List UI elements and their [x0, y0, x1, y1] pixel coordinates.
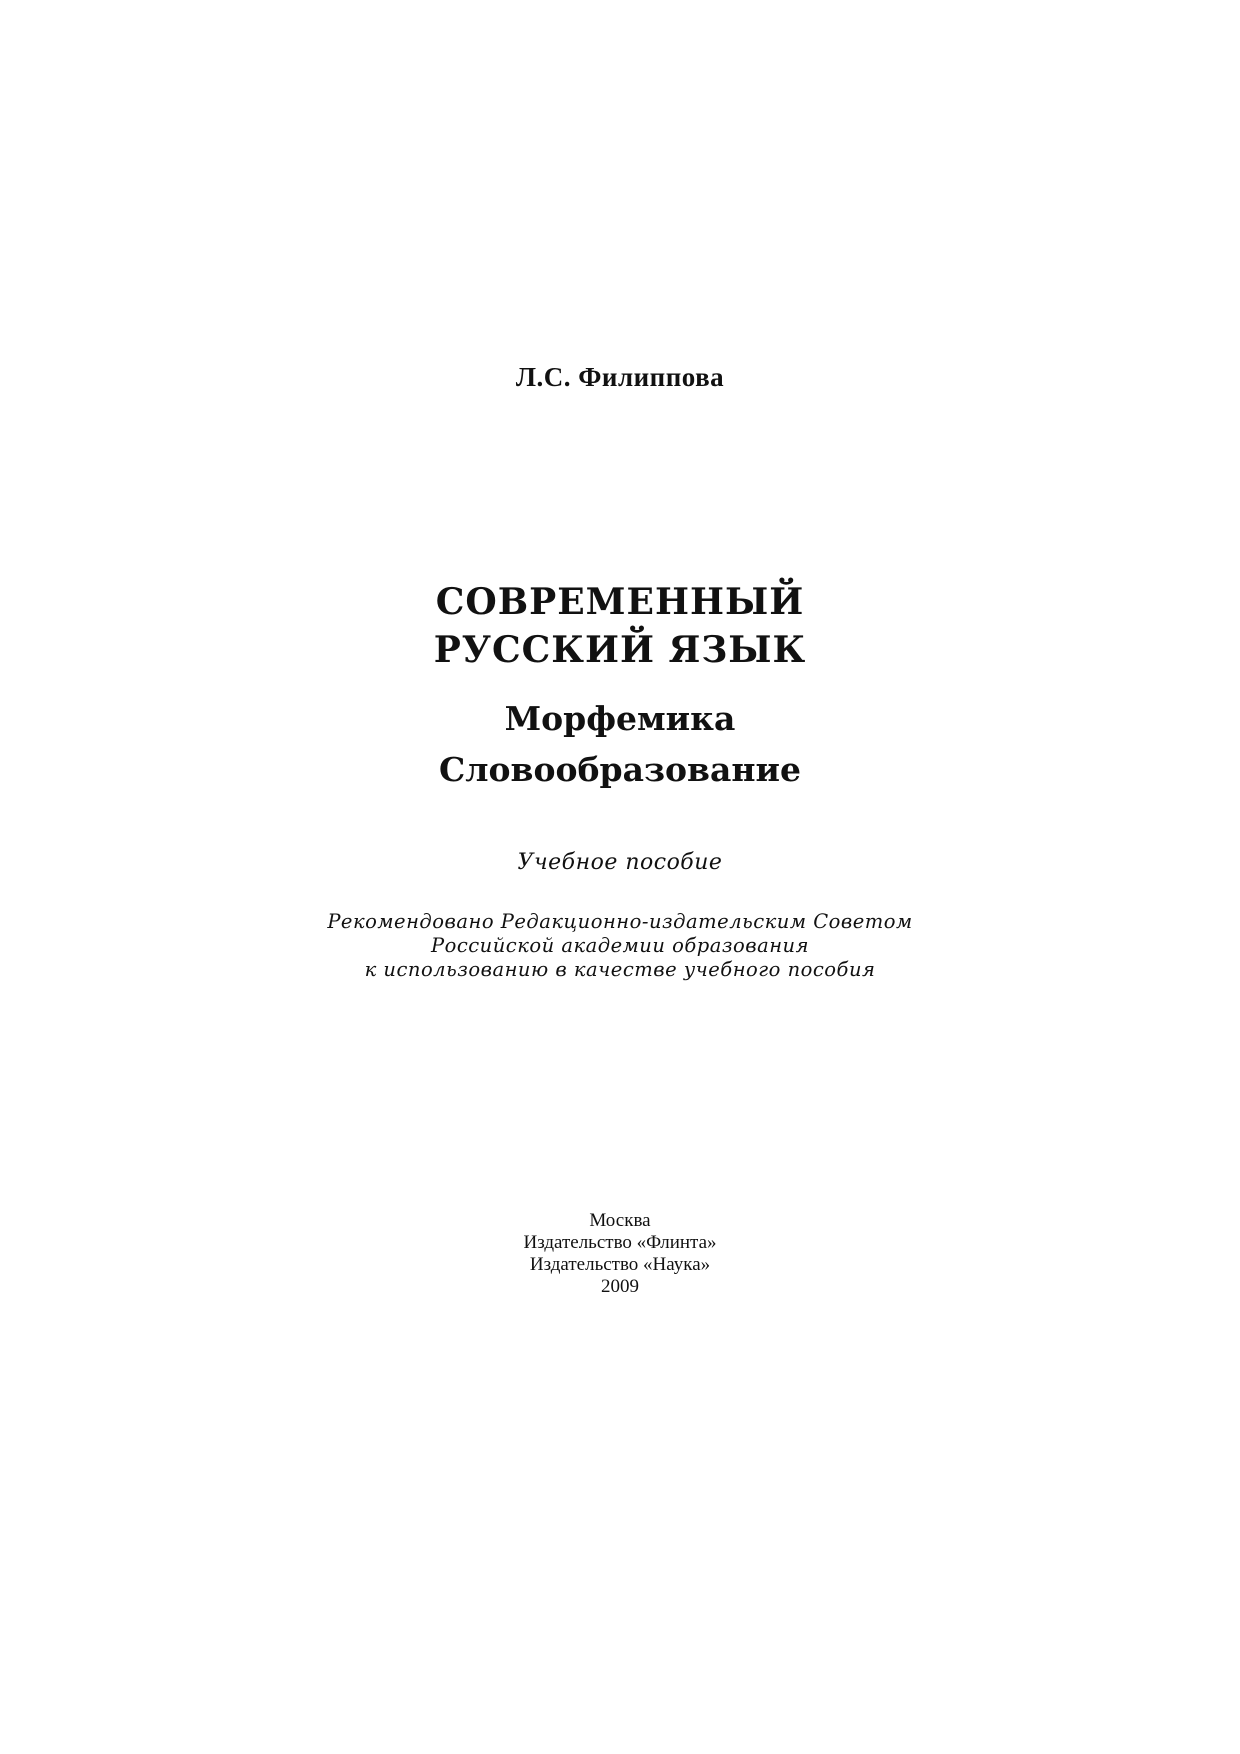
recommendation-note	[0, 910, 1240, 982]
recommendation-line-1: Рекомендовано Редакционно-издательским Советом	[327, 910, 913, 933]
book-title-line-2: РУССКИЙ ЯЗЫК	[433, 629, 807, 671]
book-subtitle-line-2: Словообразование	[439, 750, 801, 789]
book-subtitle	[0, 693, 1240, 795]
imprint-publisher-1: Издательство «Флинта»	[523, 1232, 717, 1253]
imprint	[0, 1210, 1240, 1298]
book-subtitle-line-1: Морфемика	[504, 699, 736, 738]
imprint-year: 2009	[601, 1276, 639, 1297]
book-title-line-1: СОВРЕМЕННЫЙ	[435, 581, 805, 623]
book-kind: Учебное пособие	[517, 850, 723, 875]
imprint-publisher-2: Издательство «Наука»	[529, 1254, 711, 1275]
recommendation-line-2: Российской академии образования	[430, 934, 810, 957]
imprint-city: Москва	[589, 1210, 651, 1231]
recommendation-line-3: к использованию в качестве учебного пособия	[364, 958, 876, 981]
book-title	[0, 578, 1240, 674]
author-name: Л.С. Филиппова	[515, 362, 725, 392]
